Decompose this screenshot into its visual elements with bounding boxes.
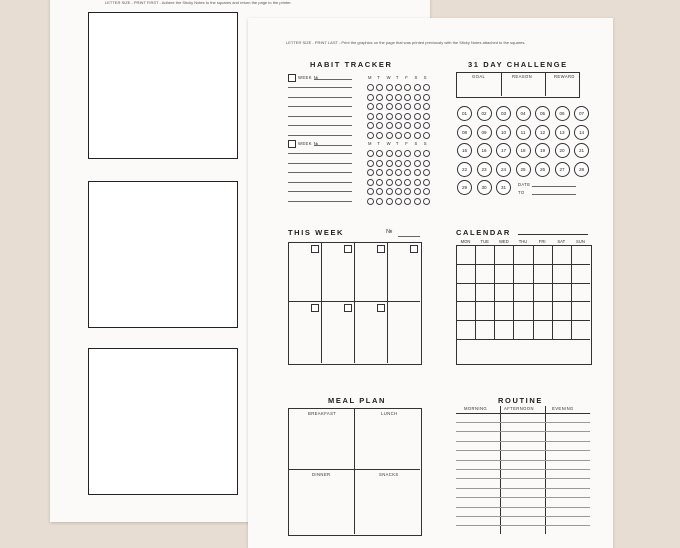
habit-circle[interactable] — [395, 122, 402, 129]
challenge-day-circle[interactable]: 13 — [555, 125, 570, 140]
habit-day-label: M — [368, 75, 372, 80]
calendar-day-label: THU — [518, 239, 528, 244]
habit-day-label: S — [414, 75, 418, 80]
calendar-day-label: SAT — [557, 239, 566, 244]
challenge-day-circle[interactable]: 04 — [516, 106, 531, 121]
habit-circle[interactable] — [414, 94, 421, 101]
habit-circle[interactable] — [423, 132, 430, 139]
challenge-day-circle[interactable]: 14 — [574, 125, 589, 140]
this-week-checkbox-4[interactable] — [410, 245, 418, 253]
routine-line — [456, 525, 590, 526]
challenge-day-circle[interactable]: 06 — [555, 106, 570, 121]
challenge-day-circle[interactable]: 09 — [477, 125, 492, 140]
habit-line — [288, 172, 352, 173]
habit-circle[interactable] — [423, 113, 430, 120]
habit-line — [288, 182, 352, 183]
this-week-checkbox-5[interactable] — [311, 304, 319, 312]
habit-circle[interactable] — [386, 122, 393, 129]
challenge-day-circle[interactable]: 22 — [457, 162, 472, 177]
habit-circle[interactable] — [414, 198, 421, 205]
habit-line — [288, 106, 352, 107]
habit-circle[interactable] — [376, 84, 383, 91]
habit-tracker-title: HABIT TRACKER — [310, 60, 393, 69]
calendar-title: CALENDAR — [456, 228, 511, 237]
this-week-checkbox-3[interactable] — [377, 245, 385, 253]
habit-day-label: T — [377, 141, 381, 146]
habit-circle[interactable] — [367, 169, 374, 176]
meal-plan-grid — [288, 408, 422, 536]
challenge-day-circle[interactable]: 29 — [457, 180, 472, 195]
habit-circle[interactable] — [404, 198, 411, 205]
habit-day-label: S — [414, 141, 418, 146]
habit-circle[interactable] — [395, 113, 402, 120]
habit-circle[interactable] — [386, 160, 393, 167]
habit-circle[interactable] — [404, 150, 411, 157]
challenge-day-circle[interactable]: 11 — [516, 125, 531, 140]
habit-circle[interactable] — [423, 150, 430, 157]
routine-evening-label: EVENING — [552, 406, 574, 411]
habit-circle[interactable] — [376, 113, 383, 120]
habit-day-label: S — [423, 141, 427, 146]
habit-circle[interactable] — [367, 179, 374, 186]
routine-line — [456, 460, 590, 461]
habit-circle[interactable] — [376, 188, 383, 195]
challenge-day-circle[interactable]: 26 — [535, 162, 550, 177]
challenge-day-circle[interactable]: 25 — [516, 162, 531, 177]
habit-circle[interactable] — [414, 132, 421, 139]
routine-line — [456, 431, 590, 432]
habit-circle[interactable] — [414, 122, 421, 129]
habit-circle[interactable] — [367, 84, 374, 91]
habit-circle[interactable] — [404, 113, 411, 120]
habit-circle[interactable] — [395, 169, 402, 176]
back-instruction: LETTER SIZE - PRINT FIRST - Adhere the Sticky Notes to the squares and return the page to the printer. — [105, 0, 292, 5]
habit-circle[interactable] — [404, 132, 411, 139]
front-instruction: LETTER SIZE - PRINT LAST - Print the graphics on the page that was printed previously with the Sticky Notes attached to the squares. — [286, 40, 526, 45]
calendar-day-label: FRI — [538, 239, 546, 244]
habit-line — [288, 97, 352, 98]
habit-circle[interactable] — [395, 150, 402, 157]
routine-line — [456, 478, 590, 479]
habit-circle[interactable] — [404, 179, 411, 186]
habit-circle[interactable] — [376, 122, 383, 129]
habit-circle[interactable] — [395, 132, 402, 139]
habit-circle[interactable] — [386, 103, 393, 110]
challenge-day-circle[interactable]: 15 — [457, 143, 472, 158]
this-week-title: THIS WEEK — [288, 228, 345, 237]
habit-circle[interactable] — [414, 169, 421, 176]
habit-circle[interactable] — [414, 160, 421, 167]
challenge-day-circle[interactable]: 17 — [496, 143, 511, 158]
habit-circle[interactable] — [376, 150, 383, 157]
habit-circle[interactable] — [376, 103, 383, 110]
challenge-day-circle[interactable]: 27 — [555, 162, 570, 177]
habit-circle[interactable] — [386, 113, 393, 120]
this-week-checkbox-1[interactable] — [311, 245, 319, 253]
challenge-day-circle[interactable]: 19 — [535, 143, 550, 158]
habit-day-label: M — [368, 141, 372, 146]
this-week-checkbox-6[interactable] — [344, 304, 352, 312]
habit-line — [288, 163, 352, 164]
habit-day-label: F — [405, 141, 409, 146]
challenge-day-circle[interactable]: 12 — [535, 125, 550, 140]
challenge-day-circle[interactable]: 10 — [496, 125, 511, 140]
this-week-checkbox-2[interactable] — [344, 245, 352, 253]
challenge-day-circle[interactable]: 31 — [496, 180, 511, 195]
habit-circle[interactable] — [386, 169, 393, 176]
challenge-title: 31 DAY CHALLENGE — [468, 60, 568, 69]
front-sheet — [248, 18, 613, 548]
calendar-day-label: WED — [498, 239, 509, 244]
habit-circle[interactable] — [414, 103, 421, 110]
habit-circle[interactable] — [386, 132, 393, 139]
challenge-to-label: TO — [518, 190, 525, 195]
habit-circle[interactable] — [423, 122, 430, 129]
habit-circle[interactable] — [367, 103, 374, 110]
routine-title: ROUTINE — [498, 396, 543, 405]
challenge-day-circle[interactable]: 07 — [574, 106, 589, 121]
habit-week-checkbox[interactable] — [288, 140, 296, 148]
challenge-day-circle[interactable]: 02 — [477, 106, 492, 121]
habit-circle[interactable] — [367, 160, 374, 167]
challenge-day-circle[interactable]: 30 — [477, 180, 492, 195]
habit-line — [288, 201, 352, 202]
habit-week-label: WEEK № — [298, 75, 319, 80]
habit-circle[interactable] — [414, 188, 421, 195]
calendar-day-label: MON — [460, 239, 471, 244]
habit-circle[interactable] — [376, 179, 383, 186]
habit-circle[interactable] — [367, 188, 374, 195]
routine-line — [456, 497, 590, 498]
meal-dinner-label: DINNER — [312, 472, 331, 477]
habit-circle[interactable] — [404, 103, 411, 110]
habit-circle[interactable] — [404, 84, 411, 91]
habit-line — [288, 125, 352, 126]
routine-line — [456, 488, 590, 489]
challenge-day-circle[interactable]: 18 — [516, 143, 531, 158]
habit-circle[interactable] — [367, 122, 374, 129]
habit-circle[interactable] — [414, 150, 421, 157]
habit-circle[interactable] — [367, 113, 374, 120]
habit-circle[interactable] — [395, 179, 402, 186]
habit-circle[interactable] — [386, 188, 393, 195]
challenge-day-circle[interactable]: 23 — [477, 162, 492, 177]
habit-week-checkbox[interactable] — [288, 74, 296, 82]
habit-circle[interactable] — [386, 94, 393, 101]
habit-line — [288, 191, 352, 192]
challenge-date-label: DATE — [518, 182, 531, 187]
routine-line — [456, 450, 590, 451]
challenge-day-circle[interactable]: 08 — [457, 125, 472, 140]
sticky-square-2 — [88, 181, 238, 328]
habit-circle[interactable] — [423, 179, 430, 186]
routine-line — [456, 507, 590, 508]
challenge-day-circle[interactable]: 21 — [574, 143, 589, 158]
habit-circle[interactable] — [414, 179, 421, 186]
habit-circle[interactable] — [386, 179, 393, 186]
challenge-reward-label: REWARD — [554, 74, 575, 79]
habit-day-label: T — [395, 75, 399, 80]
habit-circle[interactable] — [395, 103, 402, 110]
habit-circle[interactable] — [423, 94, 430, 101]
meal-plan-title: MEAL PLAN — [328, 396, 387, 405]
habit-circle[interactable] — [414, 84, 421, 91]
habit-day-label: T — [377, 75, 381, 80]
challenge-day-circle[interactable]: 24 — [496, 162, 511, 177]
habit-line — [288, 135, 352, 136]
habit-circle[interactable] — [395, 160, 402, 167]
habit-day-label: T — [395, 141, 399, 146]
habit-circle[interactable] — [395, 84, 402, 91]
habit-circle[interactable] — [376, 160, 383, 167]
habit-circle[interactable] — [376, 132, 383, 139]
habit-line — [288, 116, 352, 117]
sticky-square-1 — [88, 12, 238, 159]
challenge-day-circle[interactable]: 01 — [457, 106, 472, 121]
meal-lunch-label: LUNCH — [381, 411, 398, 416]
meal-breakfast-label: BREAKFAST — [308, 411, 337, 416]
habit-circle[interactable] — [376, 198, 383, 205]
habit-week-label: WEEK № — [298, 141, 319, 146]
habit-circle[interactable] — [376, 94, 383, 101]
habit-day-label: W — [386, 141, 391, 146]
this-week-checkbox-7[interactable] — [377, 304, 385, 312]
challenge-goal-label: GOAL — [472, 74, 486, 79]
habit-circle[interactable] — [423, 169, 430, 176]
challenge-day-circle[interactable]: 03 — [496, 106, 511, 121]
challenge-reason-label: REASON — [512, 74, 533, 79]
habit-circle[interactable] — [414, 113, 421, 120]
challenge-day-circle[interactable]: 20 — [555, 143, 570, 158]
habit-circle[interactable] — [404, 160, 411, 167]
sticky-square-3 — [88, 348, 238, 495]
routine-line — [456, 516, 590, 517]
habit-circle[interactable] — [386, 150, 393, 157]
habit-line — [288, 87, 352, 88]
routine-line — [456, 441, 590, 442]
habit-circle[interactable] — [367, 132, 374, 139]
habit-circle[interactable] — [395, 188, 402, 195]
routine-line — [456, 469, 590, 470]
habit-line — [288, 153, 352, 154]
habit-circle[interactable] — [367, 198, 374, 205]
habit-circle[interactable] — [367, 150, 374, 157]
challenge-day-circle[interactable]: 05 — [535, 106, 550, 121]
habit-circle[interactable] — [404, 94, 411, 101]
habit-circle[interactable] — [367, 94, 374, 101]
this-week-number-label: № — [386, 229, 393, 235]
habit-day-label: F — [405, 75, 409, 80]
habit-circle[interactable] — [423, 188, 430, 195]
meal-snacks-label: SNACKS — [379, 472, 399, 477]
habit-circle[interactable] — [404, 122, 411, 129]
routine-morning-label: MORNING — [464, 406, 488, 411]
calendar-day-label: SUN — [576, 239, 585, 244]
this-week-grid — [288, 242, 422, 365]
habit-circle[interactable] — [404, 169, 411, 176]
challenge-day-circle[interactable]: 16 — [477, 143, 492, 158]
routine-line — [456, 422, 590, 423]
habit-circle[interactable] — [404, 188, 411, 195]
habit-circle[interactable] — [376, 169, 383, 176]
habit-circle[interactable] — [423, 84, 430, 91]
habit-day-label: W — [386, 75, 391, 80]
habit-circle[interactable] — [386, 198, 393, 205]
habit-circle[interactable] — [423, 160, 430, 167]
habit-circle[interactable] — [395, 198, 402, 205]
calendar-day-label: TUE — [480, 239, 489, 244]
challenge-day-circle[interactable]: 28 — [574, 162, 589, 177]
habit-circle[interactable] — [386, 84, 393, 91]
habit-circle[interactable] — [395, 94, 402, 101]
habit-day-label: S — [423, 75, 427, 80]
routine-afternoon-label: AFTERNOON — [504, 406, 534, 411]
habit-circle[interactable] — [423, 103, 430, 110]
habit-circle[interactable] — [423, 198, 430, 205]
